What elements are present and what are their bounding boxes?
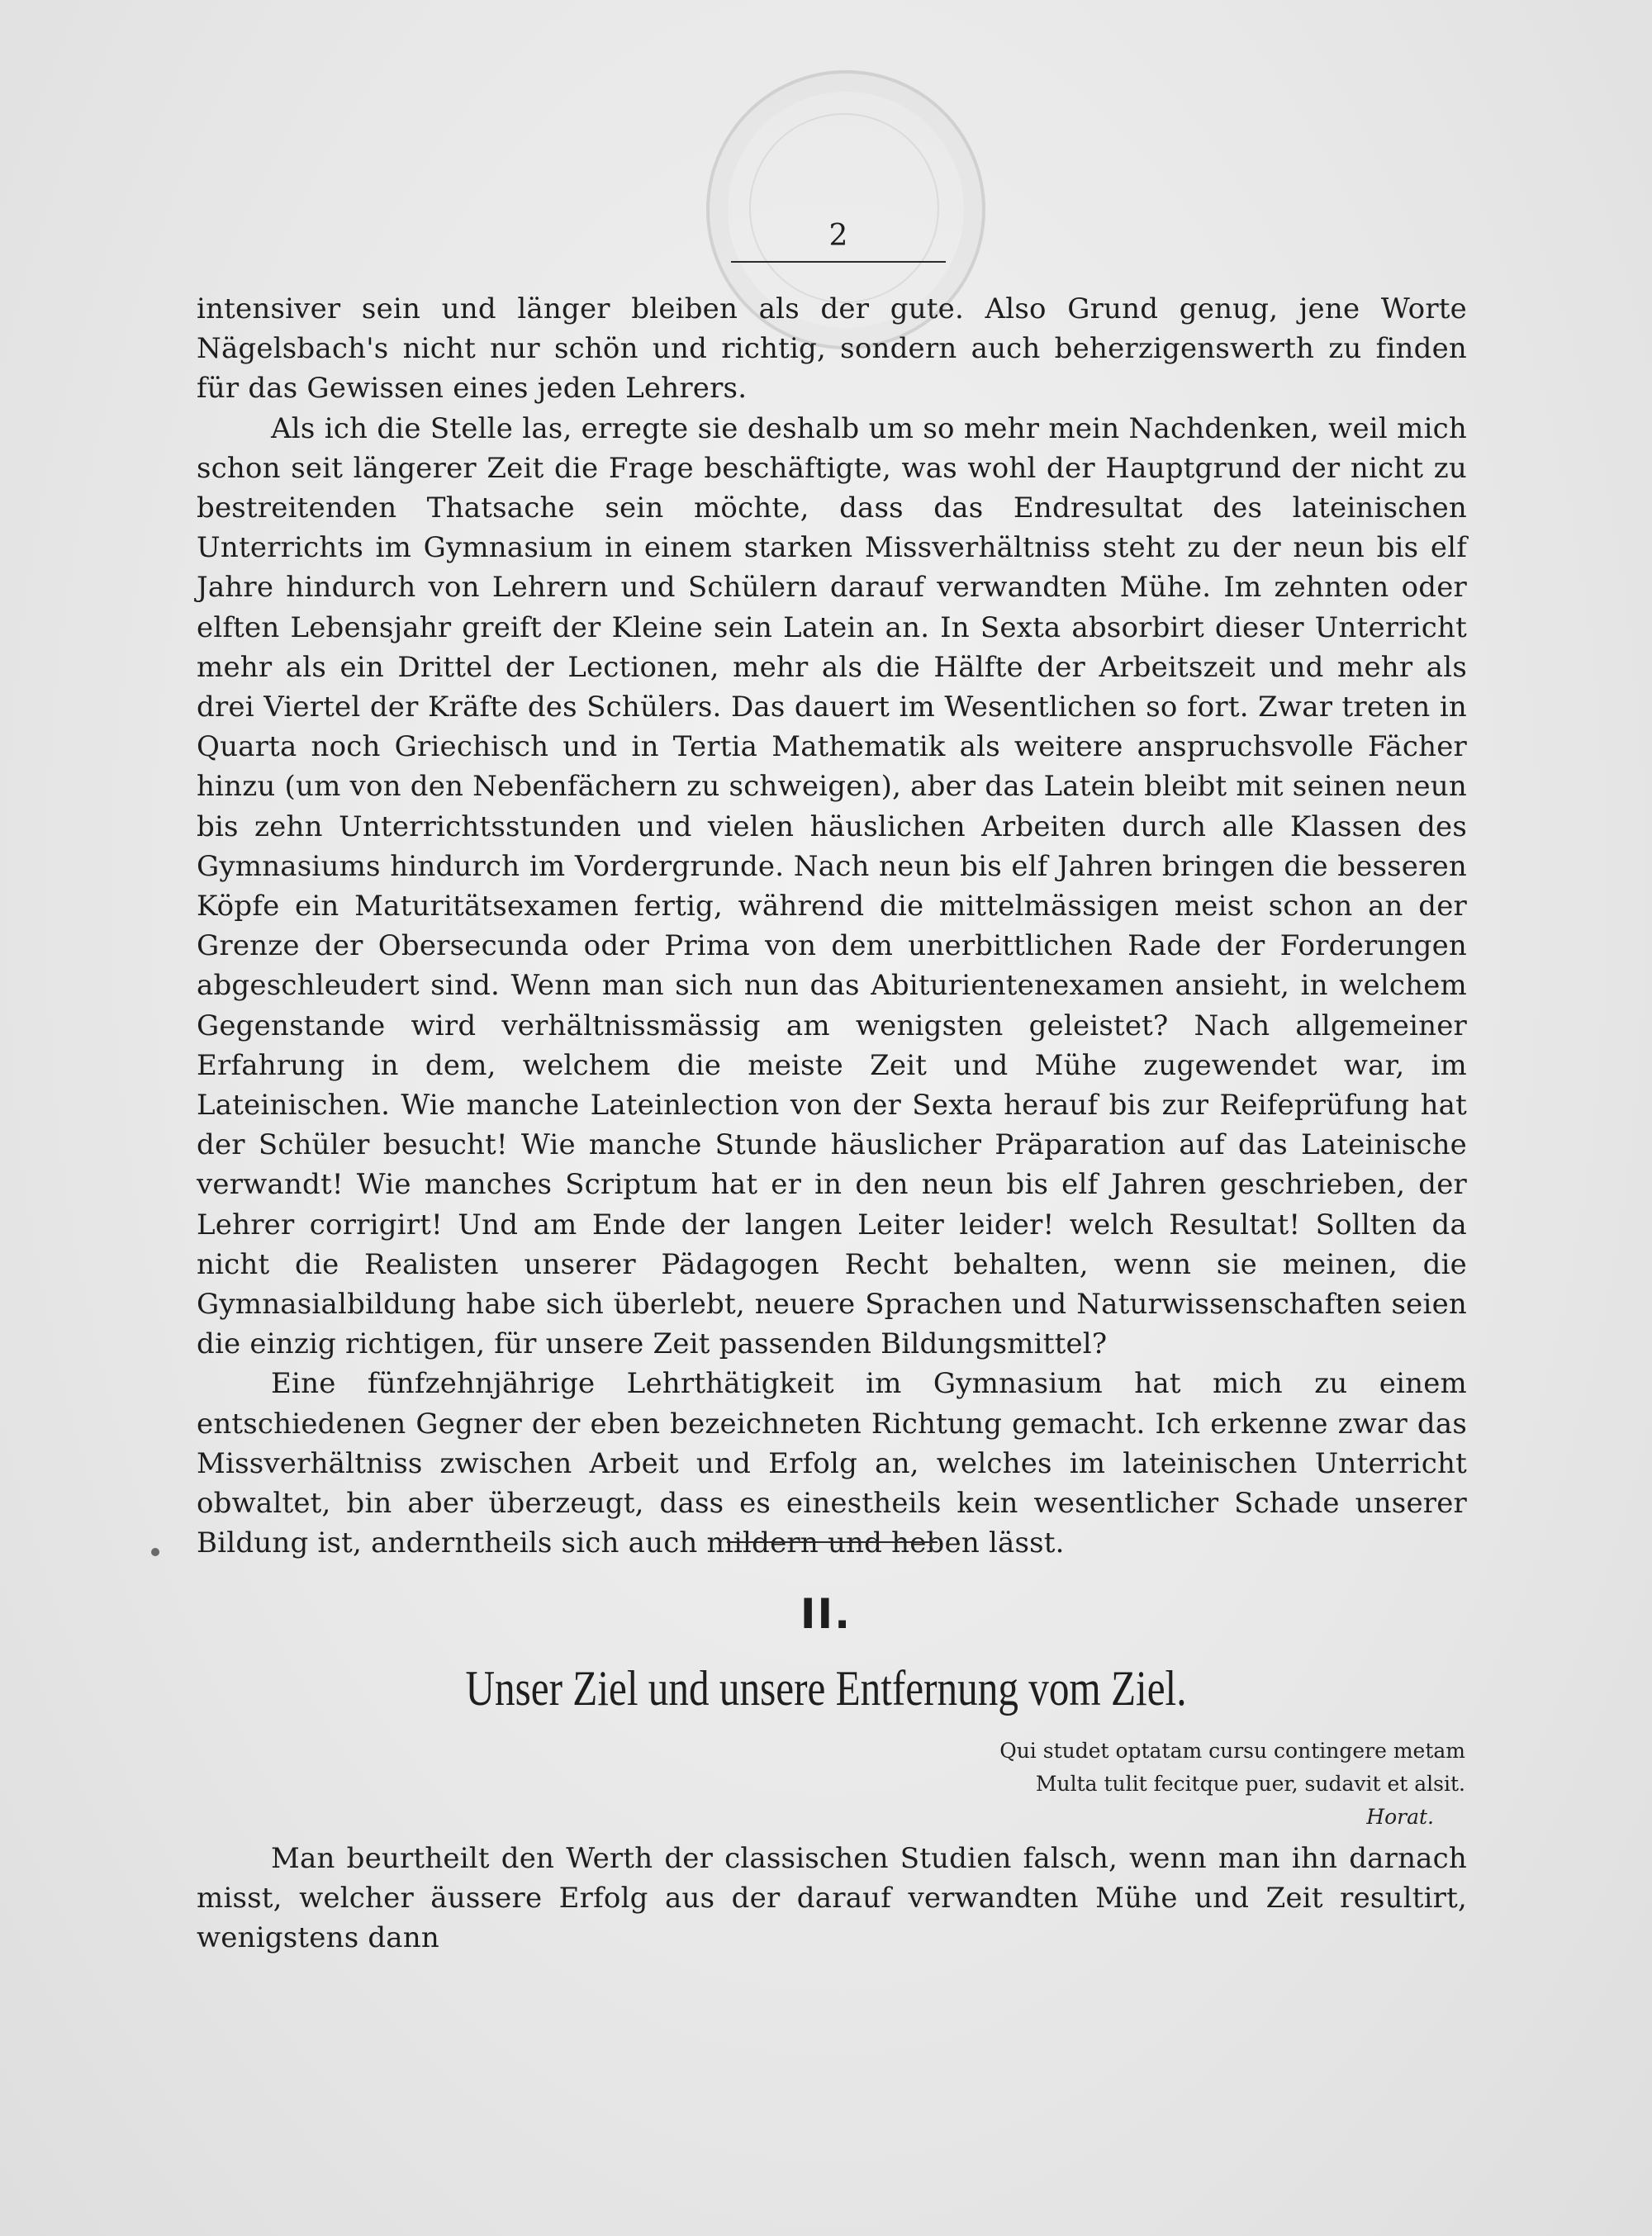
paragraph-3: Eine fünfzehnjährige Lehrthätigkeit im Gymnasium hat mich zu einem entschiedenen Gegner der eben bezeichneten Richtung gemacht. Ich erkenne zwar das Missverhältniss zwischen Arbeit und Erfolg an, welches im lateinischen Unterricht obwaltet, bin aber überzeugt, dass es einestheils kein wesentlicher Schade unserer Bildung ist, anderntheils sich auch mildern und heben lässt. bbox=[197, 1367, 1467, 1560]
section-body-text bbox=[197, 1839, 1467, 1958]
section-divider bbox=[727, 1541, 938, 1543]
epigraph bbox=[887, 1735, 1465, 1834]
page-number: 2 bbox=[731, 216, 946, 263]
section-title: Unser Ziel und unsere Entfernung vom Ziel. bbox=[465, 1661, 1187, 1716]
epigraph-source: Horat. bbox=[1366, 1805, 1434, 1829]
section-paragraph-1: Man beurtheilt den Werth der classischen Studien falsch, wenn man ihn darnach misst, welcher äussere Erfolg aus der darauf verwandten Mühe und Zeit resultirt, wenigstens dann bbox=[197, 1842, 1467, 1955]
body-text bbox=[197, 289, 1467, 1564]
epigraph-line-2: Multa tulit fecitque puer, sudavit et alsit. bbox=[1035, 1772, 1465, 1796]
paragraph-1: intensiver sein und länger bleiben als der gute. Also Grund genug, jene Worte Nägelsbach's nicht nur schön und richtig, sondern auch beherzigenswerth zu finden für das Gewissen eines jeden Lehrers. bbox=[197, 292, 1467, 406]
section-number: II. bbox=[800, 1590, 852, 1638]
epigraph-line-1: Qui studet optatam cursu contingere metam bbox=[999, 1739, 1465, 1763]
paragraph-2: Als ich die Stelle las, erregte sie deshalb um so mehr mein Nachdenken, weil mich schon seit längerer Zeit die Frage beschäftigte, was wohl der Hauptgrund der nicht zu bestreitenden Thatsache sein möchte, dass das Endresultat des lateinischen Unterrichts im Gymnasium in einem starken Missverhältniss steht zu der neun bis elf Jahre hindurch von Lehrern und Schülern darauf verwandten Mühe. Im zehnten oder elften Lebensjahr greift der Kleine sein Latein an. In Sexta absorbirt dieser Unterricht mehr als ein Drittel der Lectionen, mehr als die Hälfte der Arbeitszeit und mehr als drei Viertel der Kräfte des Schülers. Das dauert im Wesentlichen so fort. Zwar treten in Quarta noch Griechisch und in Tertia Mathematik als weitere anspruchsvolle Fächer hinzu (um von den Nebenfächern zu schweigen), aber das Latein bleibt mit seinen neun bis zehn Unterrichtsstunden und vielen häuslichen Arbeiten durch alle Klassen des Gymnasiums hindurch im Vordergrunde. Nach neun bis elf Jahren bringen die besseren Köpfe ein Maturitätsexamen fertig, während die mittelmässigen meist schon an der Grenze der Obersecunda oder Prima von dem unerbittlichen Rade der Forderungen abgeschleudert sind. Wenn man sich nun das Abiturientenexamen ansieht, in welchem Gegenstande wird verhältnissmässig am wenigsten geleistet? Nach allgemeiner Erfahrung in dem, welchem die meiste Zeit und Mühe zugewendet war, im Lateinischen. Wie manche Lateinlection von der Sexta herauf bis zur Reifeprüfung hat der Schüler besucht! Wie manche Stunde häuslicher Präparation auf das Lateinische verwandt! Wie manches Scriptum hat er in den neun bis elf Jahren geschrieben, der Lehrer corrigirt! Und am Ende der langen Leiter leider! welch Resultat! Sollten da nicht die Realisten unserer Pädagogen Recht behalten, wenn sie meinen, die Gymnasialbildung habe sich überlebt, neuere Sprachen und Naturwissenschaften seien die einzig richtigen, für unsere Zeit passenden Bildungsmittel? bbox=[197, 411, 1467, 1361]
library-stamp-inner-ring bbox=[749, 113, 939, 303]
margin-ink-dot bbox=[151, 1548, 159, 1556]
